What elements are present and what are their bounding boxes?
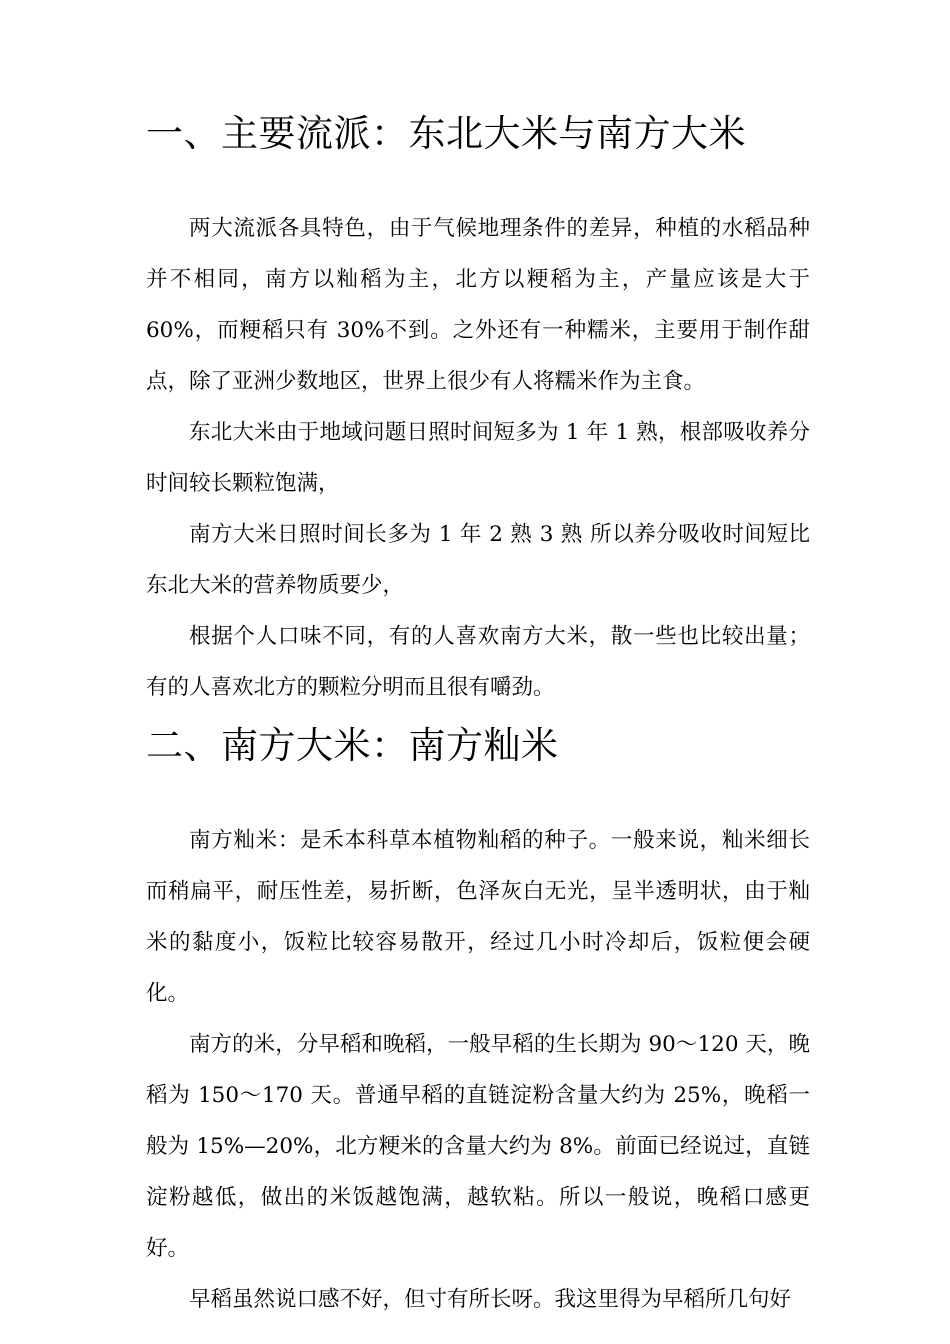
paragraph: 南方的米，分早稻和晚稻，一般早稻的生长期为 90～120 天，晚稻为 150～170 天。普通早稻的直链淀粉含量大约为 25%，晚稻一般为 15%—20%，北方粳米的含量大约为 8%。前面已经说过，直链淀粉越低，做出的米饭越饱满，越软粘。所以一般说，晚稻口感更好。 [146, 1032, 810, 1261]
paragraph: 南方籼米：是禾本科草本植物籼稻的种子。一般来说，籼米细长而稍扁平，耐压性差，易折断，色泽灰白无光，呈半透明状，由于籼米的黏度小，饭粒比较容易散开，经过几小时冷却后，饭粒便会硬化。 [146, 828, 810, 1006]
paragraph: 根据个人口味不同，有的人喜欢南方大米，散一些也比较出量；有的人喜欢北方的颗粒分明而且很有嚼劲。 [146, 624, 810, 700]
paragraph: 两大流派各具特色，由于气候地理条件的差异，种植的水稻品种并不相同，南方以籼稻为主，北方以粳稻为主，产量应该是大于 60%，而粳稻只有 30%不到。之外还有一种糯米，主要用于制作甜点，除了亚洲少数地区，世界上很少有人将糯米作为主食。 [146, 216, 810, 394]
section-heading-1: 一、主要流派：东北大米与南方大米 [146, 112, 746, 155]
paragraph: 早稻虽然说口感不好，但寸有所长呀。我这里得为早稻所几句好 [189, 1287, 792, 1312]
paragraph: 东北大米由于地域问题日照时间短多为 1 年 1 熟，根部吸收养分时间较长颗粒饱满， [146, 420, 810, 496]
section-heading-2: 二、南方大米：南方籼米 [146, 724, 559, 767]
paragraph: 南方大米日照时间长多为 1 年 2 熟 3 熟 所以养分吸收时间短比东北大米的营养物质要少， [146, 522, 810, 598]
section-1-body [146, 203, 810, 713]
section-2-body [146, 815, 810, 1325]
